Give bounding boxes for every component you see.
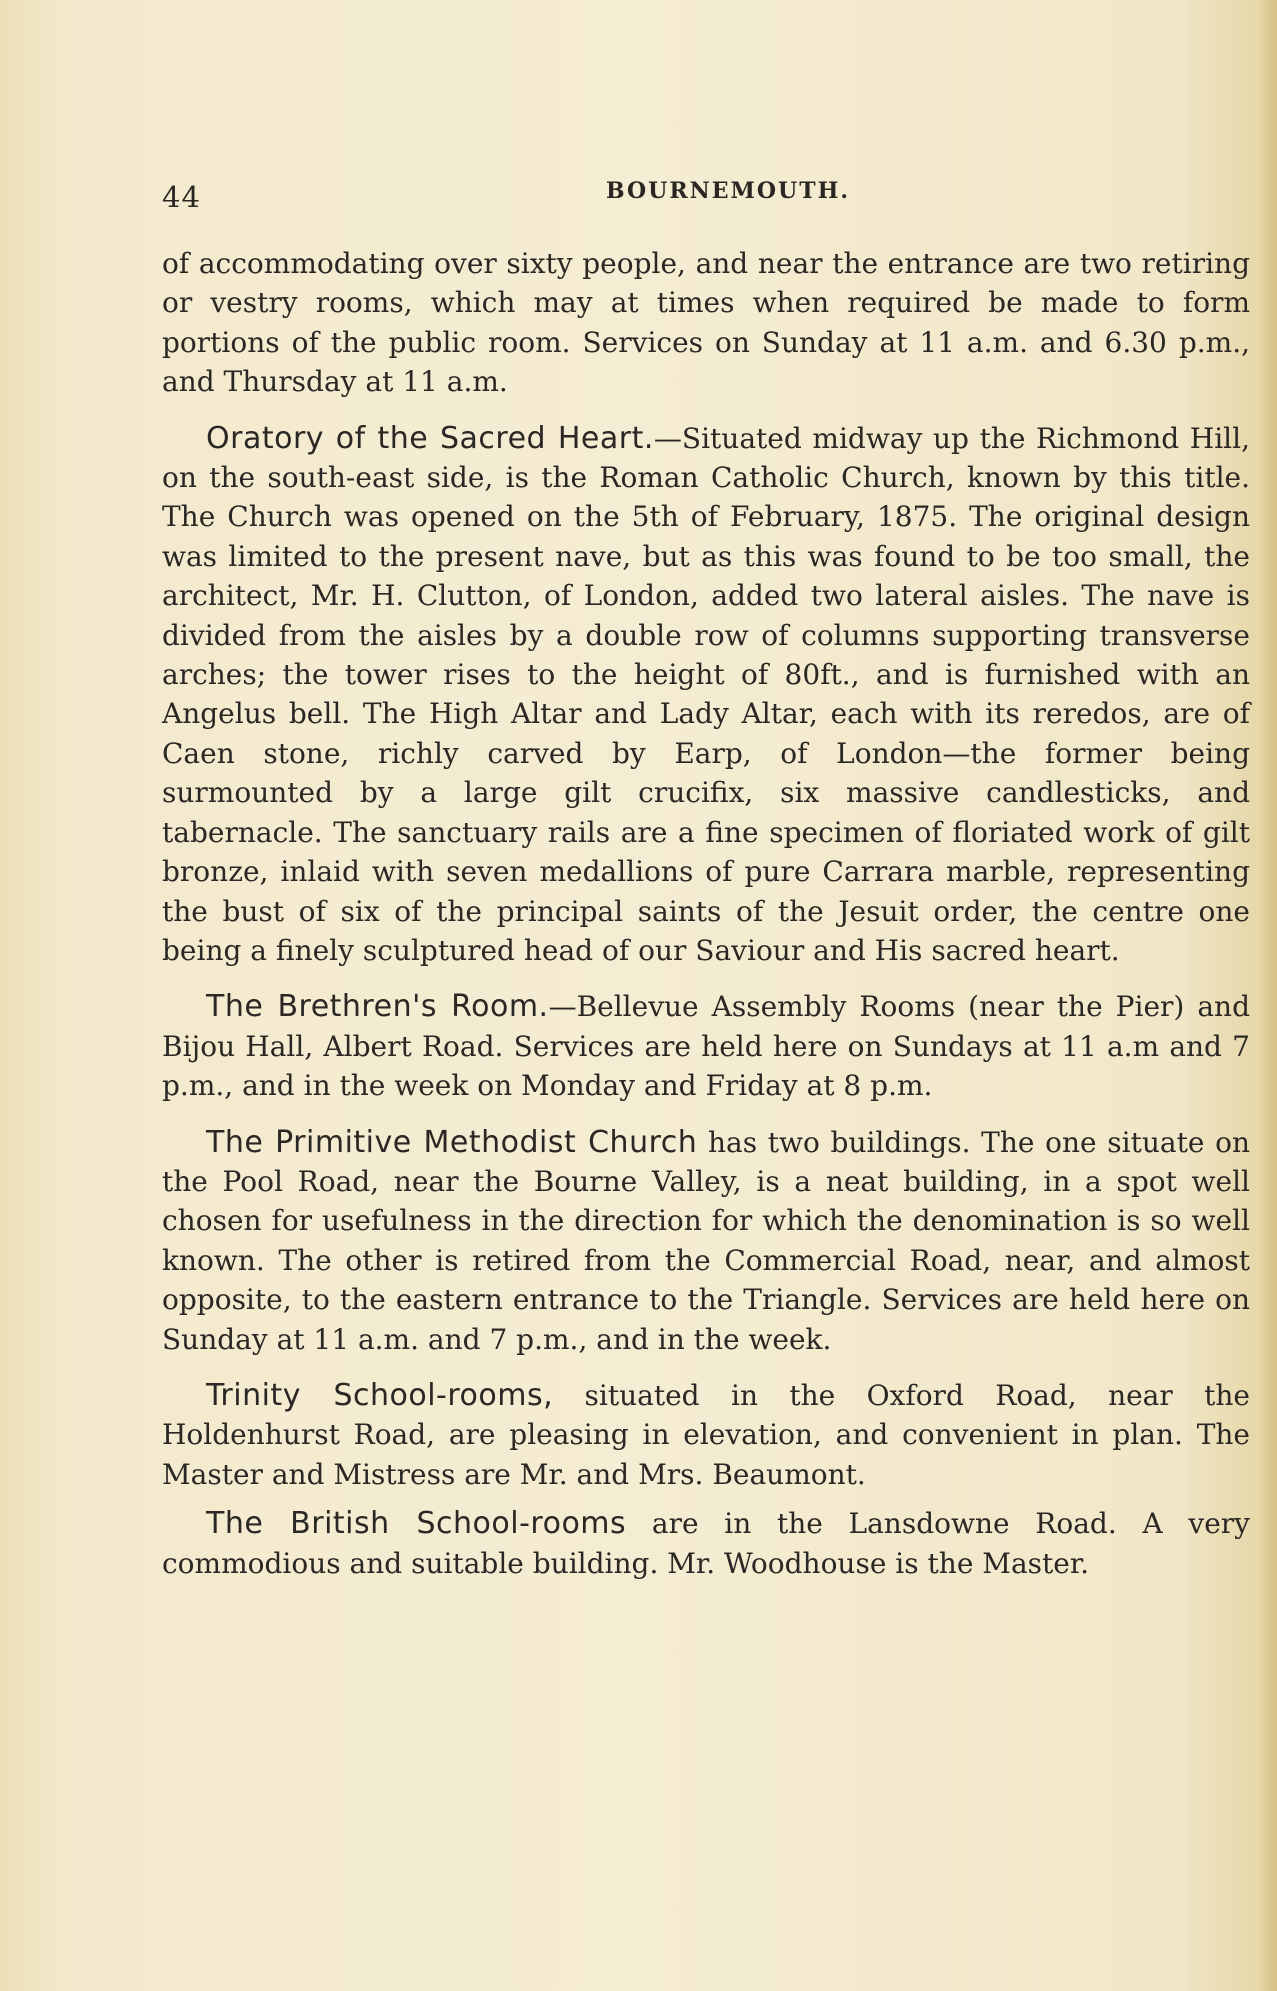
paragraph-continuation	[162, 244, 1250, 402]
body-text	[162, 244, 1250, 1583]
paragraph-british-school	[162, 1504, 1250, 1583]
paragraph-trinity	[162, 1376, 1250, 1494]
paragraph-heading: The British School-rooms	[206, 1506, 627, 1542]
paragraph-heading: Oratory of the Sacred Heart.	[206, 420, 654, 456]
paragraph-heading: The Brethren's Room.	[206, 989, 549, 1025]
paragraph-text: of accommodating over sixty people, and near the entrance are two retiring or vestry rooms, which may at times when required be made to form portions of the public room. Services on Sunday at 11 a.m. and 6.30 p.m., and Thursday at 11 a.m.	[162, 247, 1250, 399]
paragraph-text: are in the Lansdowne Road. A very commodious and suitable building. Mr. Woodhouse is the Master.	[162, 1507, 1250, 1580]
paragraph-brethren	[162, 987, 1250, 1105]
paragraph-primitive-methodist	[162, 1123, 1250, 1359]
page-header	[162, 172, 1242, 212]
page-number: 44	[162, 180, 201, 214]
paragraph-text: —Situated midway up the Richmond Hill, on the south-east side, is the Roman Catholic Church, known by this title. The Church was opened on the 5th of February, 1875. The original design was limited to the present nave, but as this was found to be too small, the architect, Mr. H. Clutton, of London, added two lateral aisles. The nave is divided from the aisles by a double row of columns supporting transverse arches; the tower rises to the height of 80ft., and is furnished with an Angelus bell. The High Altar and Lady Altar, each with its reredos, are of Caen stone, richly carved by Earp, of London—the former being surmounted by a large gilt crucifix, six massive candlesticks, and tabernacle. The sanctuary rails are a fine specimen of floriated work of gilt bronze, inlaid with seven medallions of pure Carrara marble, representing the bust of six of the principal saints of the Jesuit order, the centre one being a finely sculptured head of our Saviour and His sacred heart.	[162, 421, 1250, 967]
paragraph-text: has two buildings. The one situate on the Pool Road, near the Bourne Valley, is a neat building, in a spot well chosen for usefulness in the direction for which the denomination is so well known. The other is retired from the Commercial Road, near, and almost opposite, to the eastern entrance to the Triangle. Services are held here on Sunday at 11 a.m. and 7 p.m., and in the week.	[162, 1125, 1251, 1356]
page-edge-shadow	[1259, 0, 1277, 1991]
paragraph-text: situated in the Oxford Road, near the Holdenhurst Road, are pleasing in elevation, and convenient in plan. The Master and Mistress are Mr. and Mrs. Beaumont.	[162, 1378, 1250, 1491]
paragraph-oratory	[162, 419, 1250, 971]
running-title: BOURNEMOUTH.	[606, 178, 851, 204]
paragraph-heading: The Primitive Methodist Church	[206, 1124, 698, 1160]
paragraph-text: —Bellevue Assembly Rooms (near the Pier) and Bijou Hall, Albert Road. Services are held here on Sundays at 11 a.m and 7 p.m., and in the week on Monday and Friday at 8 p.m.	[162, 990, 1250, 1103]
paragraph-heading: Trinity School-rooms,	[206, 1377, 554, 1413]
